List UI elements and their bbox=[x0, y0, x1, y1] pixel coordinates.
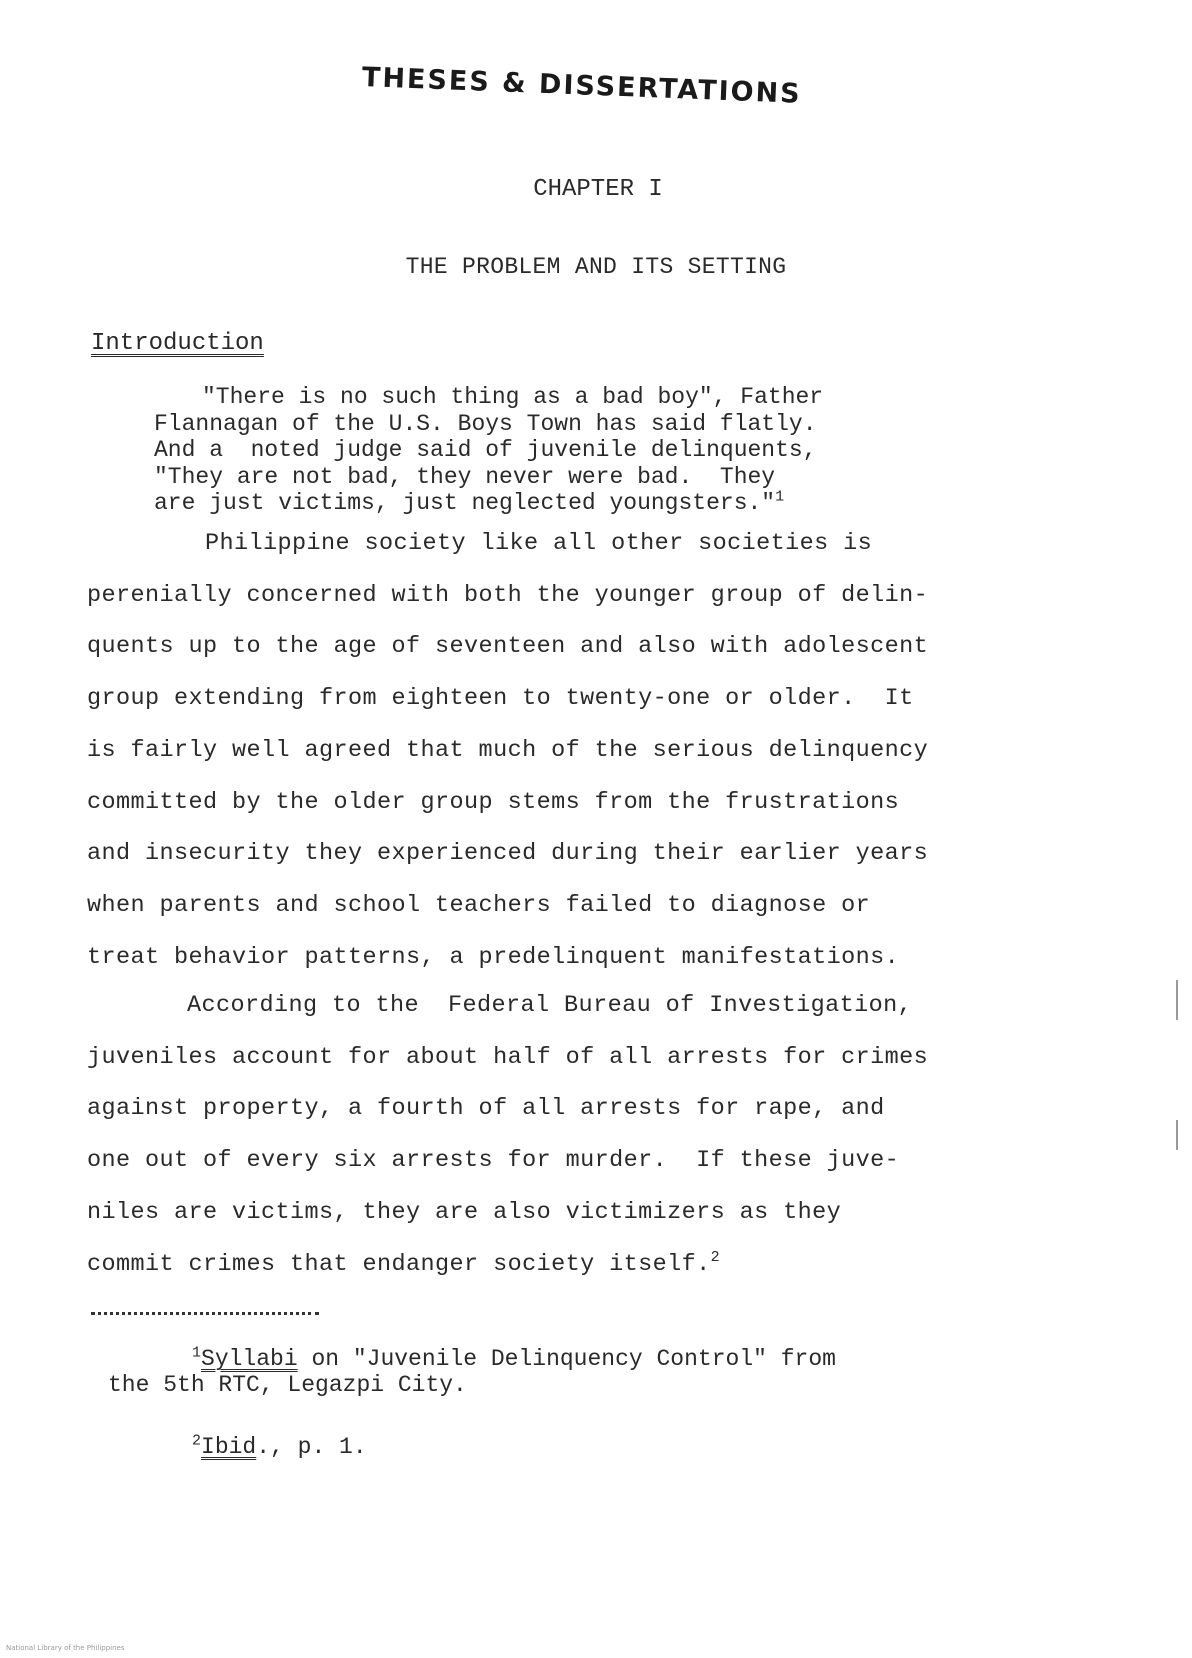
footnote-2 bbox=[108, 1434, 1058, 1460]
paragraph-line: is fairly well agreed that much of the serious delinquency bbox=[87, 736, 929, 764]
paragraph-line-last bbox=[87, 1239, 1087, 1291]
paragraph-line: when parents and school teachers failed to diagnose or bbox=[87, 891, 871, 919]
paragraph-2 bbox=[87, 980, 1087, 1290]
scan-margin-mark bbox=[1176, 980, 1178, 1020]
footnote-text: ., p. 1. bbox=[256, 1434, 367, 1460]
paragraph-line: committed by the older group stems from the frustrations bbox=[87, 788, 900, 816]
footnote-number: 1 bbox=[192, 1344, 202, 1362]
scan-imprint: National Library of the Philippines bbox=[6, 1644, 125, 1652]
paragraph-line: perenially concerned with both the younger group of delin- bbox=[87, 581, 929, 609]
footnotes bbox=[108, 1346, 1058, 1460]
paragraph-line: niles are victims, they are also victimizers as they bbox=[87, 1198, 842, 1226]
quote-line-last bbox=[154, 490, 974, 517]
paragraph-1 bbox=[87, 518, 1087, 983]
paragraph-line: juveniles account for about half of all arrests for crimes bbox=[87, 1043, 929, 1071]
paragraph-line: Philippine society like all other societies is bbox=[205, 530, 873, 557]
footnote-1-continuation: the 5th RTC, Legazpi City. bbox=[108, 1372, 467, 1398]
paragraph-line: against property, a fourth of all arrests for rape, and bbox=[87, 1095, 885, 1123]
section-heading-introduction: Introduction bbox=[91, 330, 264, 357]
chapter-title: THE PROBLEM AND ITS SETTING bbox=[405, 254, 787, 280]
footnote-divider bbox=[91, 1312, 319, 1315]
footnote-text: on "Juvenile Delinquency Control" from bbox=[297, 1346, 836, 1372]
chapter-label bbox=[0, 176, 1192, 203]
footnote-1 bbox=[108, 1346, 1058, 1372]
paragraph-line: and insecurity they experienced during their earlier years bbox=[87, 840, 929, 868]
footnote-source-title: Syllabi bbox=[201, 1346, 298, 1372]
scan-margin-mark bbox=[1176, 1120, 1178, 1150]
quote-line: "They are not bad, they never were bad. They bbox=[154, 463, 776, 490]
paragraph-line: group extending from eighteen to twenty-one or older. It bbox=[87, 685, 914, 713]
footnote-source-title: Ibid bbox=[201, 1434, 257, 1460]
footnote-number: 2 bbox=[192, 1432, 202, 1450]
quote-line-text: are just victims, just neglected youngsters." bbox=[154, 490, 776, 516]
block-quote bbox=[154, 384, 974, 517]
theses-dissertations-stamp: THESES & DISSERTATIONS bbox=[361, 62, 803, 110]
quote-line: "There is no such thing as a bad boy", Father bbox=[202, 384, 824, 410]
paragraph-line: According to the Federal Bureau of Investigation, bbox=[187, 992, 913, 1019]
paragraph-line: one out of every six arrests for murder. If these juve- bbox=[87, 1147, 900, 1175]
paragraph-line: quents up to the age of seventeen and also with adolescent bbox=[87, 633, 929, 661]
paragraph-line: treat behavior patterns, a predelinquent manifestations. bbox=[87, 943, 900, 971]
chapter-text: CHAPTER I bbox=[533, 176, 663, 203]
quote-line: Flannagan of the U.S. Boys Town has said flatly. bbox=[154, 410, 817, 437]
paragraph-line-text: commit crimes that endanger society itself. bbox=[87, 1250, 711, 1278]
footnote-ref-2: 2 bbox=[710, 1248, 721, 1266]
footnote-ref-1: 1 bbox=[775, 488, 785, 506]
quote-line: And a noted judge said of juvenile delinquents, bbox=[154, 437, 817, 463]
